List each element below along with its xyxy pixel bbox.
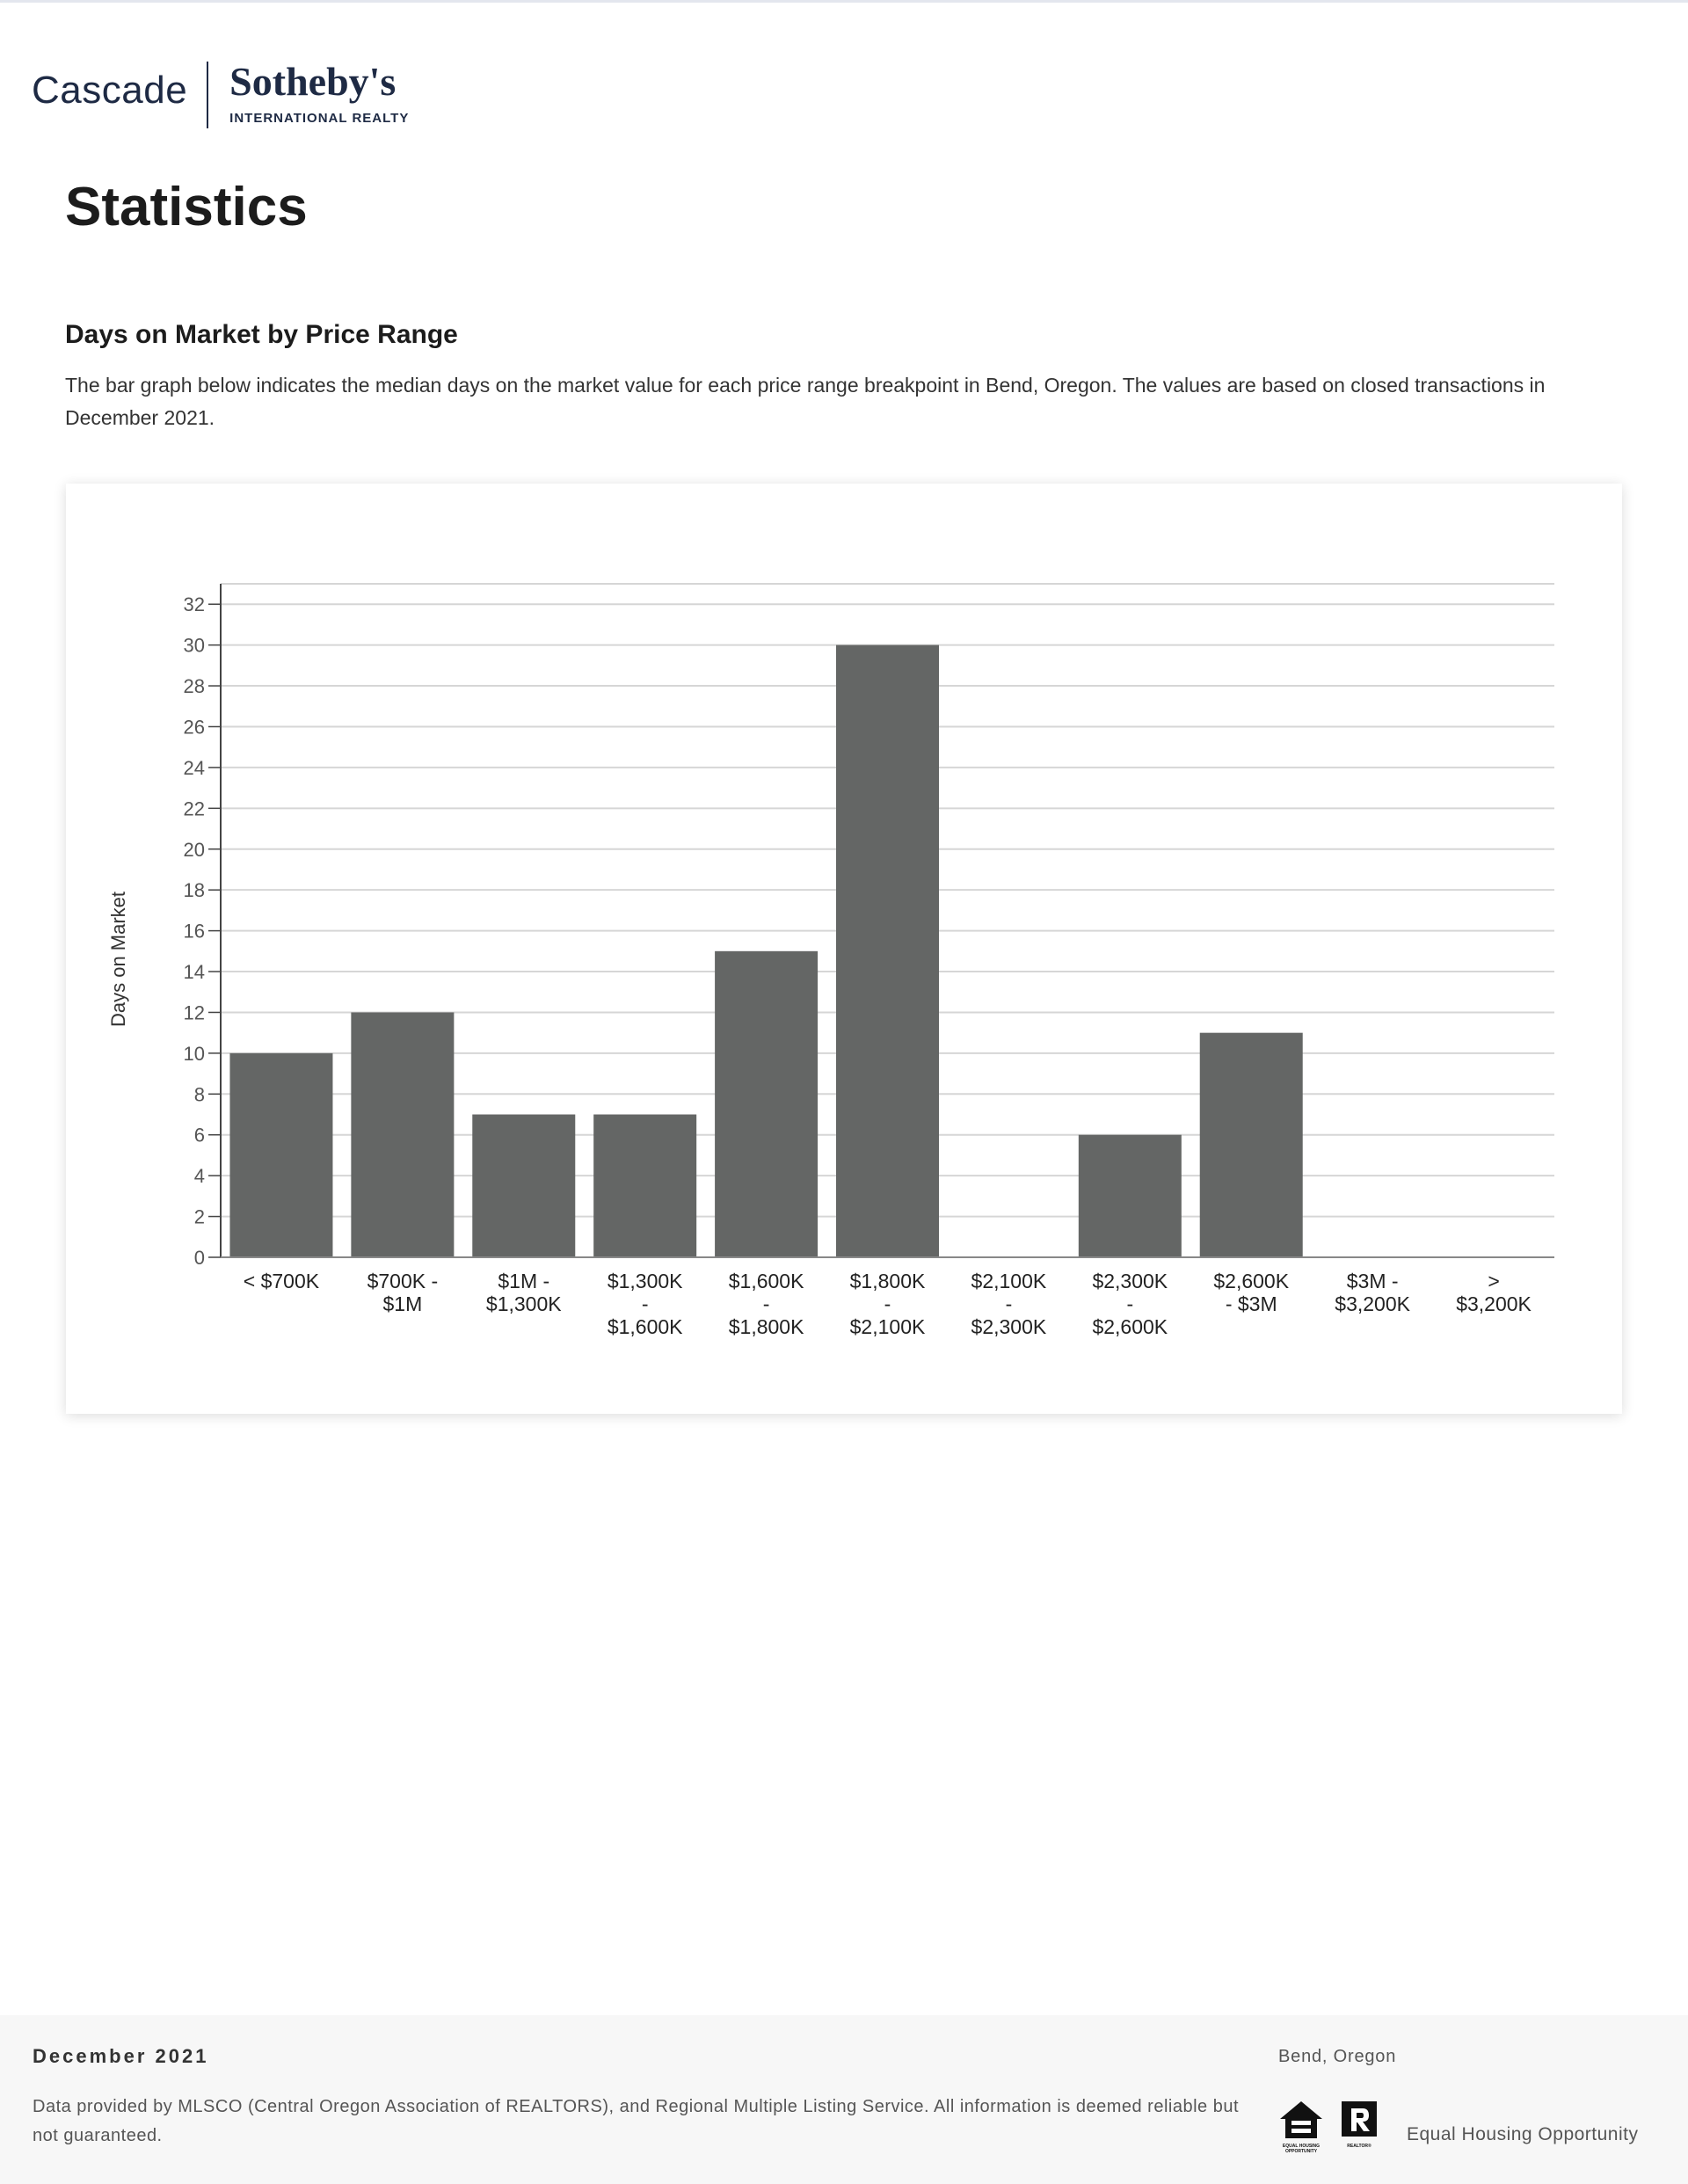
realtor-icon xyxy=(1336,2098,1382,2151)
section-description: The bar graph below indicates the median days on the market value for each price range breakpoint in Bend, Oregon. The values are based on closed transactions in December 2021. xyxy=(65,374,1546,429)
y-tick-label: 0 xyxy=(193,1247,205,1269)
bar xyxy=(715,951,818,1257)
x-tick-label: < $700K xyxy=(243,1270,320,1292)
footer-equal-housing-text: Equal Housing Opportunity xyxy=(1407,2124,1639,2144)
equal-housing-icon-caption: EQUAL HOUSING OPPORTUNITY xyxy=(1282,2144,1321,2154)
x-tick-label: - xyxy=(1126,1292,1134,1315)
x-tick-label: - xyxy=(884,1292,891,1315)
page-title: Statistics xyxy=(65,177,308,237)
brand-divider xyxy=(207,62,208,128)
x-tick-label: $2,100K xyxy=(971,1270,1047,1292)
footer-disclaimer: Data provided by MLSCO (Central Oregon Association of REALTORS), and Regional Multiple Listing Service. All information is deemed reliable but not guaranteed. xyxy=(33,2097,1240,2145)
x-tick-label: $3M - xyxy=(1346,1270,1399,1292)
y-tick-label: 16 xyxy=(183,920,205,943)
footer-location: Bend, Oregon xyxy=(1278,2047,1397,2066)
x-tick-label: $2,600K xyxy=(1092,1315,1168,1338)
y-tick-label: 32 xyxy=(183,593,205,616)
x-tick-label: $3,200K xyxy=(1335,1292,1410,1315)
x-tick-label: > xyxy=(1488,1270,1500,1292)
y-axis-label: Days on Market xyxy=(107,891,129,1028)
y-tick-label: 8 xyxy=(193,1083,205,1106)
x-tick-label: $1M xyxy=(382,1292,423,1315)
realtor-icon-caption: REALTOR® xyxy=(1347,2144,1372,2149)
top-rule xyxy=(0,0,1688,3)
y-tick-label: 2 xyxy=(193,1205,205,1228)
y-tick-label: 22 xyxy=(183,797,205,820)
bar xyxy=(1200,1033,1303,1257)
x-tick-label: $2,300K xyxy=(971,1315,1047,1338)
x-tick-label: - xyxy=(641,1292,649,1315)
y-tick-label: 14 xyxy=(183,961,205,984)
x-tick-label: $3,200K xyxy=(1456,1292,1532,1315)
x-tick-label: $700K - xyxy=(367,1270,439,1292)
brand-tagline: INTERNATIONAL REALTY xyxy=(229,111,410,126)
bars-layer xyxy=(229,645,1302,1257)
y-tick-label: 26 xyxy=(183,716,205,739)
x-tick-label: - xyxy=(762,1292,770,1315)
x-tick-label: $2,600K xyxy=(1213,1270,1290,1292)
y-tick-label: 20 xyxy=(183,838,205,861)
bar xyxy=(472,1115,575,1257)
y-tick-label: 6 xyxy=(193,1124,205,1147)
footer-date: December 2021 xyxy=(33,2045,209,2067)
x-tick-label: - $3M xyxy=(1225,1292,1277,1315)
bar-chart xyxy=(66,484,1622,1414)
footer-icons xyxy=(1278,2098,1382,2154)
footer xyxy=(0,2015,1688,2184)
section-heading: Days on Market by Price Range xyxy=(65,320,458,349)
bar xyxy=(351,1012,454,1257)
y-tick-label: 30 xyxy=(183,634,205,657)
x-tick-label: $1,800K xyxy=(728,1315,804,1338)
y-tick-label: 12 xyxy=(183,1001,205,1024)
x-tick-label: - xyxy=(1005,1292,1013,1315)
y-tick-label: 24 xyxy=(183,756,205,779)
y-tick-label: 28 xyxy=(183,675,205,698)
x-tick-label: $1,300K xyxy=(607,1270,683,1292)
bar xyxy=(229,1053,332,1257)
bar xyxy=(593,1115,696,1257)
chart-card xyxy=(66,484,1622,1414)
equal-housing-icon xyxy=(1278,2098,1324,2154)
x-tick-label: $1,600K xyxy=(728,1270,804,1292)
brand-logo xyxy=(32,58,409,130)
bar xyxy=(1079,1135,1182,1257)
y-tick-label: 10 xyxy=(183,1042,205,1065)
x-tick-label: $1,300K xyxy=(485,1292,562,1315)
x-tick-label: $1,800K xyxy=(849,1270,926,1292)
x-tick-label: $1M - xyxy=(498,1270,550,1292)
brand-sothebys: Sotheby's xyxy=(229,59,397,104)
x-tick-label: $2,100K xyxy=(849,1315,926,1338)
y-tick-label: 18 xyxy=(183,879,205,902)
bar xyxy=(836,645,939,1257)
y-tick-label: 4 xyxy=(193,1165,205,1188)
x-tick-label: $2,300K xyxy=(1092,1270,1168,1292)
brand-sothebys-block xyxy=(229,58,409,126)
x-tick-label: $1,600K xyxy=(607,1315,683,1338)
brand-cascade: Cascade xyxy=(32,69,188,112)
